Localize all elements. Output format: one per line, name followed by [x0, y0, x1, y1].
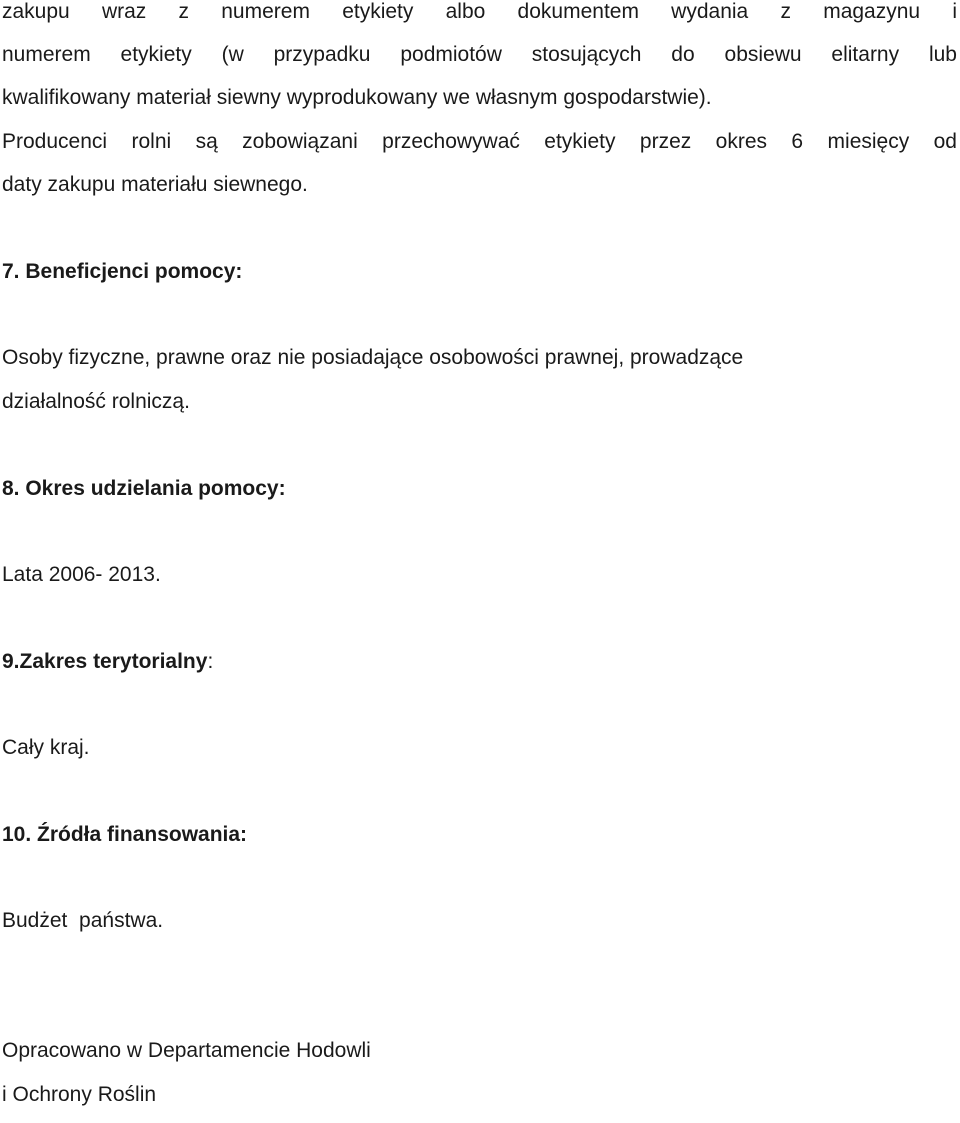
section-10-body: Budżet państwa.: [2, 909, 164, 932]
section-10-heading: 10. Źródła finansowania:: [2, 823, 248, 846]
section-7-body-line-2: działalność rolniczą.: [2, 390, 190, 413]
section-8-body: Lata 2006- 2013.: [2, 563, 161, 586]
section-9-heading: 9.Zakres terytorialny: [2, 650, 208, 673]
intro-line-1: zakupu wraz z numerem etykiety albo dokumentem wydania z magazynu i: [2, 0, 957, 23]
footer-line-2: i Ochrony Roślin: [2, 1083, 157, 1106]
section-7-heading: 7. Beneficjenci pomocy:: [2, 260, 243, 283]
section-9-heading-row: [2, 650, 213, 674]
section-8-heading: 8. Okres udzielania pomocy:: [2, 477, 286, 500]
intro-line-2: numerem etykiety (w przypadku podmiotów stosujących do obsiewu elitarny lub: [2, 43, 957, 66]
intro-line-4: Producenci rolni są zobowiązani przechowywać etykiety przez okres 6 miesięcy od: [2, 130, 957, 153]
footer-line-1: Opracowano w Departamencie Hodowli: [2, 1039, 371, 1062]
section-7-body-line-1: Osoby fizyczne, prawne oraz nie posiadające osobowości prawnej, prowadzące: [2, 346, 744, 369]
intro-line-3: kwalifikowany materiał siewny wyprodukowany we własnym gospodarstwie).: [2, 86, 712, 109]
section-9-heading-colon: :: [207, 650, 214, 673]
section-9-body: Cały kraj.: [2, 736, 90, 759]
intro-line-5: daty zakupu materiału siewnego.: [2, 173, 308, 196]
